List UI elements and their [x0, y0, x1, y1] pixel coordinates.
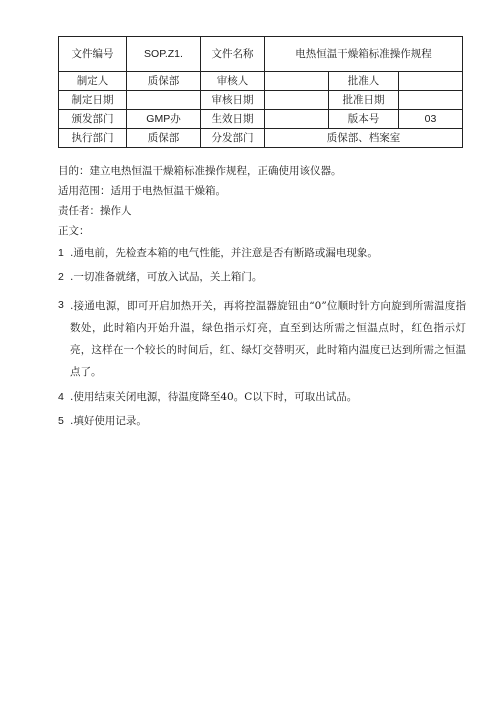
label-author: 制定人: [59, 72, 127, 91]
label-executing-dept: 执行部门: [59, 129, 127, 148]
label-doc-name: 文件名称: [201, 37, 265, 72]
header-row: [59, 37, 463, 72]
value-author: 质保部: [127, 72, 201, 91]
step-number: 4: [58, 391, 64, 403]
document-body: [58, 161, 466, 431]
header-row: [59, 129, 463, 148]
header-row: [59, 91, 463, 110]
value-review-date: [265, 91, 329, 110]
label-version: 版本号: [329, 110, 399, 129]
value-distribution-dept: 质保部、档案室: [265, 129, 463, 148]
step-text: .填好使用记录。: [70, 415, 147, 427]
step-item: [58, 411, 466, 431]
header-row: [59, 110, 463, 129]
value-doc-name: 电热恒温干燥箱标准操作规程: [265, 37, 463, 72]
step-item: [58, 267, 466, 287]
label-approver: 批准人: [329, 72, 399, 91]
label-created-date: 制定日期: [59, 91, 127, 110]
step-number: 3: [58, 299, 64, 311]
value-issuing-dept: GMP办: [127, 110, 201, 129]
value-approver: [399, 72, 463, 91]
value-reviewer: [265, 72, 329, 91]
scope-line: 适用范围：适用于电热恒温干燥箱。: [58, 185, 226, 197]
step-number: 1: [58, 247, 64, 259]
step-number: 5: [58, 415, 64, 427]
value-effective-date: [265, 110, 329, 129]
value-created-date: [127, 91, 201, 110]
step-number: 2: [58, 271, 64, 283]
label-distribution-dept: 分发部门: [201, 129, 265, 148]
document-header-table: [58, 36, 463, 148]
label-approve-date: 批准日期: [329, 91, 399, 110]
value-approve-date: [399, 91, 463, 110]
step-text: .一切准备就绪，可放入试品，关上箱门。: [70, 271, 263, 283]
value-executing-dept: 质保部: [127, 129, 201, 148]
label-review-date: 审核日期: [201, 91, 265, 110]
label-issuing-dept: 颁发部门: [59, 110, 127, 129]
value-doc-number: SOP.Z1.: [127, 37, 201, 72]
label-effective-date: 生效日期: [201, 110, 265, 129]
responsible-line: 责任者：操作人: [58, 205, 132, 217]
header-row: [59, 72, 463, 91]
value-version: 03: [399, 110, 463, 129]
body-heading: 正文：: [58, 225, 90, 237]
step-item: [58, 387, 466, 407]
step-item: [58, 243, 466, 263]
label-reviewer: 审核人: [201, 72, 265, 91]
step-text: .接通电源，即可开启加热开关，再将控温器旋钮由“0”位顺时针方向旋到所需温度指数处，此时箱内开始升温，绿色指示灯亮，直至到达所需之恒温点时，红色指示灯亮，这样在一个较长的时间后，红、绿灯交替明灭，此时箱内温度已达到所需之恒温点了。: [70, 300, 466, 378]
purpose-line: 目的：建立电热恒温干燥箱标准操作规程，正确使用该仪器。: [58, 165, 342, 177]
step-text: .使用结束关闭电源，待温度降至40。C以下时，可取出试品。: [70, 391, 358, 403]
step-text: .通电前，先检查本箱的电气性能，并注意是否有断路或漏电现象。: [70, 247, 378, 259]
label-doc-number: 文件编号: [59, 37, 127, 72]
step-item: [58, 295, 466, 383]
